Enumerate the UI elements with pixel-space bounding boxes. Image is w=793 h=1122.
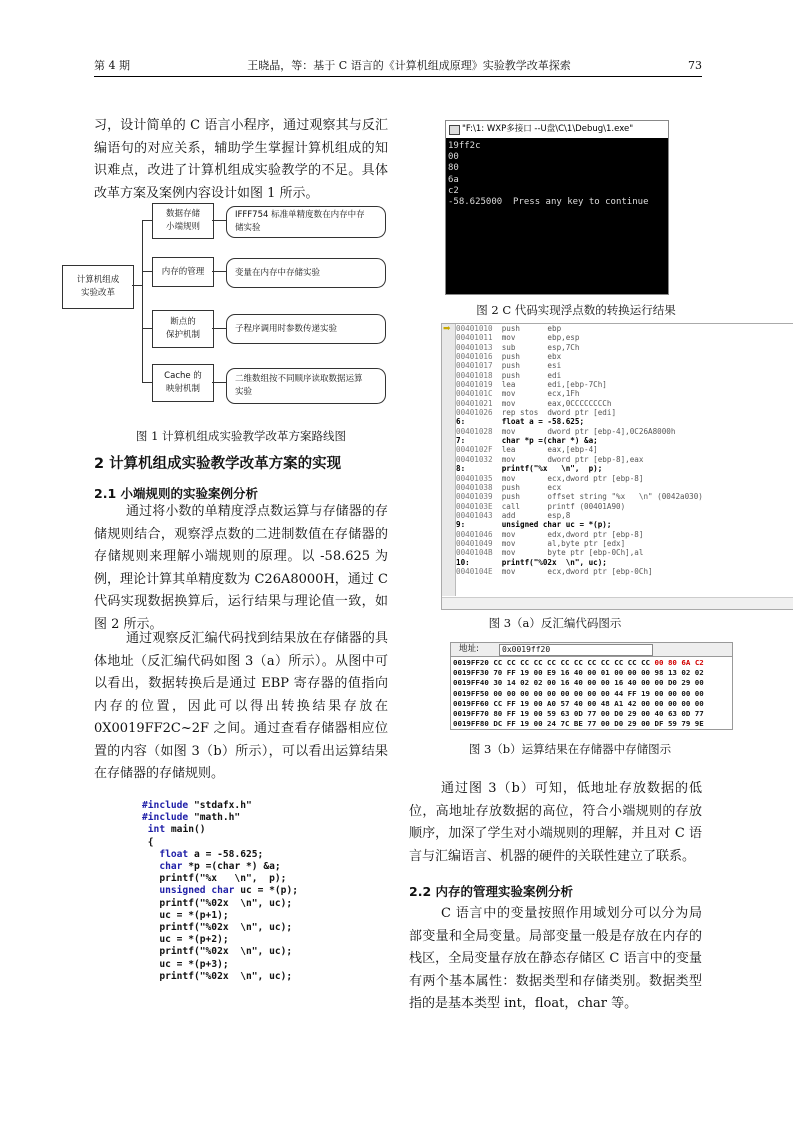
paragraph-4-block bbox=[409, 903, 702, 1016]
paragraph-3: 通过图 3（b）可知，低地址存放数据的低位，高地址存放数据的高位，符合小端规则的存放顺序，加深了学生对小端规则的理解，并且对 C 语言与汇编语言、机器的硬件的关联性建立了联系。 bbox=[409, 781, 702, 864]
code-line: #include "math.h" bbox=[142, 812, 241, 824]
memory-row: 0019FF20 CC CC CC CC CC CC CC CC CC CC CC CC 00 80 6A C2 bbox=[453, 658, 704, 667]
disassembly-line: 00401032 mov dword ptr [ebp-8],eax bbox=[456, 454, 644, 464]
disassembly-line: 00401011 mov ebp,esp bbox=[456, 333, 580, 343]
figure-2-caption: 图 2 C 代码实现浮点数的转换运行结果 bbox=[476, 303, 676, 317]
diagram-node-2: 内存的管理 bbox=[152, 257, 214, 287]
connector-line bbox=[142, 220, 143, 382]
connector-line bbox=[212, 271, 226, 272]
diagram-desc-3: 子程序调用时参数传递实验 bbox=[226, 314, 386, 344]
diagram-node-3: 断点的 保护机制 bbox=[152, 310, 214, 348]
paragraph-1-block bbox=[94, 501, 388, 636]
disassembly-line: 00401046 mov edx,dword ptr [ebp-8] bbox=[456, 529, 644, 539]
console-output: 19ff2c 00 80 6a c2 -58.625000 Press any key to continue bbox=[448, 141, 649, 208]
code-line: char *p =(char *) &a; bbox=[159, 861, 281, 873]
paragraph-2-block bbox=[94, 628, 388, 786]
disassembly-line: 9: unsigned char uc = *(p); bbox=[456, 520, 612, 530]
console-titlebar bbox=[446, 121, 668, 138]
connector-line bbox=[142, 328, 152, 329]
disassembly-lines bbox=[456, 324, 703, 576]
console-title: "F:\1: WXP多接口 --U盘\C\1\Debug\1.exe" bbox=[462, 124, 634, 134]
disassembly-line: 00401028 mov dword ptr [ebp-4],0C26A8000h bbox=[456, 426, 676, 436]
code-line: uc = *(p+2); bbox=[159, 934, 229, 946]
disassembly-line: 0040104B mov byte ptr [ebp-0Ch],al bbox=[456, 548, 644, 558]
figure-1-caption: 图 1 计算机组成实验教学改革方案路线图 bbox=[135, 429, 347, 443]
connector-line bbox=[132, 285, 142, 286]
memory-row: 0019FF80 DC FF 19 00 24 7C BE 77 00 D0 29 00 DF 59 79 9E bbox=[453, 719, 704, 729]
code-line: { bbox=[147, 836, 154, 848]
running-header bbox=[94, 56, 702, 74]
console-window bbox=[445, 120, 669, 295]
disassembly-line: 00401018 push edi bbox=[456, 370, 562, 380]
running-title: 王晓晶，等：基于 C 语言的《计算机组成原理》实验教学改革探索 bbox=[247, 59, 571, 72]
horizontal-scrollbar[interactable] bbox=[442, 597, 793, 609]
code-line: int main() bbox=[147, 824, 206, 836]
disassembly-line: 00401049 mov al,byte ptr [edx] bbox=[456, 538, 626, 548]
diagram-root-node: 计算机组成 实验改革 bbox=[62, 265, 134, 309]
highlighted-bytes: 00 80 6A C2 bbox=[654, 658, 704, 667]
connector-line bbox=[142, 271, 152, 272]
code-line: printf("%x \n", p); bbox=[159, 873, 287, 885]
memory-window bbox=[450, 642, 733, 730]
disassembly-line: 00401016 push ebx bbox=[456, 352, 562, 362]
disassembly-line: 8: printf("%x \n", p); bbox=[456, 464, 603, 474]
disassembly-line: 00401035 mov ecx,dword ptr [ebp-8] bbox=[456, 473, 644, 483]
paragraph-4: C 语言中的变量按照作用域划分可以分为局部变量和全局变量。局部变量一般是存放在内存的栈区，全局变量存放在静态存储区 C 语言中的变量有两个基本属性：数据类型和存储类别。数据类型指的是基本类型 int，float，char 等。 bbox=[409, 906, 702, 1011]
disassembly-line: 00401010 push ebp bbox=[456, 324, 562, 333]
disassembly-line: 0040104E mov ecx,dword ptr [ebp-0Ch] bbox=[456, 566, 653, 576]
disassembly-line: 00401039 push offset string "%x \n" (0042a030) bbox=[456, 492, 703, 502]
diagram-node-4: Cache 的 映射机制 bbox=[152, 364, 214, 402]
code-line: float a = -58.625; bbox=[159, 848, 264, 860]
disassembly-gutter bbox=[442, 324, 456, 596]
issue-number: 第 4 期 bbox=[94, 59, 130, 72]
diagram-desc-4: 二维数组按不同顺序读取数据运算 实验 bbox=[226, 368, 386, 404]
connector-line bbox=[142, 220, 152, 221]
memory-row: 0019FF30 70 FF 19 00 E9 16 40 00 01 00 00 00 98 13 02 02 bbox=[453, 668, 704, 678]
current-instruction-arrow-icon: ➡ bbox=[443, 324, 451, 334]
connector-line bbox=[212, 328, 226, 329]
figure-3b-caption: 图 3（b）运算结果在存储器中存储图示 bbox=[468, 742, 672, 756]
diagram-node-1: 数据存储 小端规则 bbox=[152, 203, 214, 239]
section-2-1-heading: 2.1 小端规则的实验案例分析 bbox=[94, 486, 258, 501]
disassembly-line: 00401013 sub esp,7Ch bbox=[456, 342, 580, 352]
disassembly-line: 00401021 mov eax,0CCCCCCCCh bbox=[456, 398, 612, 408]
section-2-2-heading: 2.2 内存的管理实验案例分析 bbox=[409, 884, 573, 899]
section-2-heading: 2 计算机组成实验教学改革方案的实现 bbox=[94, 456, 342, 472]
paragraph-1: 通过将小数的单精度浮点数运算与存储器的存储规则结合，观察浮点数的二进制数值在存储器的存储规则来理解小端规则的原理。以 -58.625 为例，理论计算其单精度数为 C26A8000H，通过 C 代码实现数据换算后，运行结果与理论值一致，如图 2 所示。 bbox=[94, 504, 388, 632]
code-line: uc = *(p+1); bbox=[159, 909, 229, 921]
address-input[interactable]: 0x0019ff20 bbox=[499, 644, 653, 656]
disassembly-line: 0040103E call printf (00401A90) bbox=[456, 501, 626, 511]
connector-line bbox=[212, 220, 226, 221]
connector-line bbox=[212, 382, 226, 383]
disassembly-line: 00401043 add esp,8 bbox=[456, 510, 571, 520]
disassembly-line: 0040101C mov ecx,1Fh bbox=[456, 389, 580, 399]
disassembly-line: 00401017 push esi bbox=[456, 361, 562, 371]
memory-row: 0019FF40 30 14 02 02 00 16 40 00 00 16 40 00 00 D0 29 00 bbox=[453, 678, 704, 688]
header-rule bbox=[94, 76, 702, 77]
address-label: 地址: bbox=[459, 644, 479, 654]
paragraph-2: 通过观察反汇编代码找到结果放在存储器的具体地址（反汇编代码如图 3（a）所示）。从图中可以看出，数据转换后是通过 EBP 寄存器的值指向内存的位置，因此可以得出转换结果存放在 0X0019FF2C~2F 之间。通过查看存储器相应位置的内容（如图 3（b）所示），可以看出运算结果在存储器的存储规则。 bbox=[94, 631, 388, 781]
figure-3a-caption: 图 3（a）反汇编代码图示 bbox=[488, 616, 622, 630]
console-app-icon bbox=[449, 125, 460, 135]
disassembly-line: 00401019 lea edi,[ebp-7Ch] bbox=[456, 380, 607, 390]
code-line: printf("%02x \n", uc); bbox=[159, 970, 293, 982]
code-line: printf("%02x \n", uc); bbox=[159, 897, 293, 909]
disassembly-line: 00401038 push ecx bbox=[456, 482, 562, 492]
page-number: 73 bbox=[687, 58, 702, 72]
diagram-desc-1: IFFF754 标准单精度数在内存中存 储实验 bbox=[226, 206, 386, 238]
code-line: printf("%02x \n", uc); bbox=[159, 946, 293, 958]
disassembly-line: 7: char *p =(char *) &a; bbox=[456, 436, 598, 446]
code-text bbox=[142, 800, 348, 983]
disassembly-line: 6: float a = -58.625; bbox=[456, 417, 585, 427]
code-line: unsigned char uc = *(p); bbox=[159, 885, 299, 897]
code-line: uc = *(p+3); bbox=[159, 958, 229, 970]
disassembly-line: 00401026 rep stos dword ptr [edi] bbox=[456, 408, 617, 418]
disassembly-line: 0040102F lea eax,[ebp-4] bbox=[456, 445, 598, 455]
c-code-listing bbox=[142, 800, 348, 982]
disassembly-window bbox=[441, 323, 793, 610]
code-line: printf("%02x \n", uc); bbox=[159, 922, 293, 934]
connector-line bbox=[142, 382, 152, 383]
memory-row: 0019FF50 00 00 00 00 00 00 00 00 00 44 FF 19 00 00 00 00 bbox=[453, 688, 704, 698]
memory-row: 0019FF70 80 FF 19 00 59 63 0D 77 00 D0 29 00 40 63 0D 77 bbox=[453, 709, 704, 719]
disassembly-line: 10: printf("%02x \n", uc); bbox=[456, 557, 607, 567]
memory-dump bbox=[451, 657, 732, 729]
paragraph-3-block bbox=[409, 778, 702, 868]
diagram-desc-2: 变量在内存中存储实验 bbox=[226, 258, 386, 288]
intro-paragraph-block bbox=[94, 115, 388, 205]
intro-paragraph: 习，设计简单的 C 语言小程序，通过观察其与反汇编语句的对应关系，辅助学生掌握计算机组成的知识难点，改进了计算机组成实验教学的不足。具体改革方案及案例内容设计如图 1 所示。 bbox=[94, 118, 388, 201]
memory-row: 0019FF60 CC FF 19 00 A0 57 40 00 48 A1 42 00 00 00 00 00 bbox=[453, 698, 704, 708]
code-line: #include "stdafx.h" bbox=[142, 800, 252, 811]
memory-address-bar bbox=[451, 643, 732, 657]
